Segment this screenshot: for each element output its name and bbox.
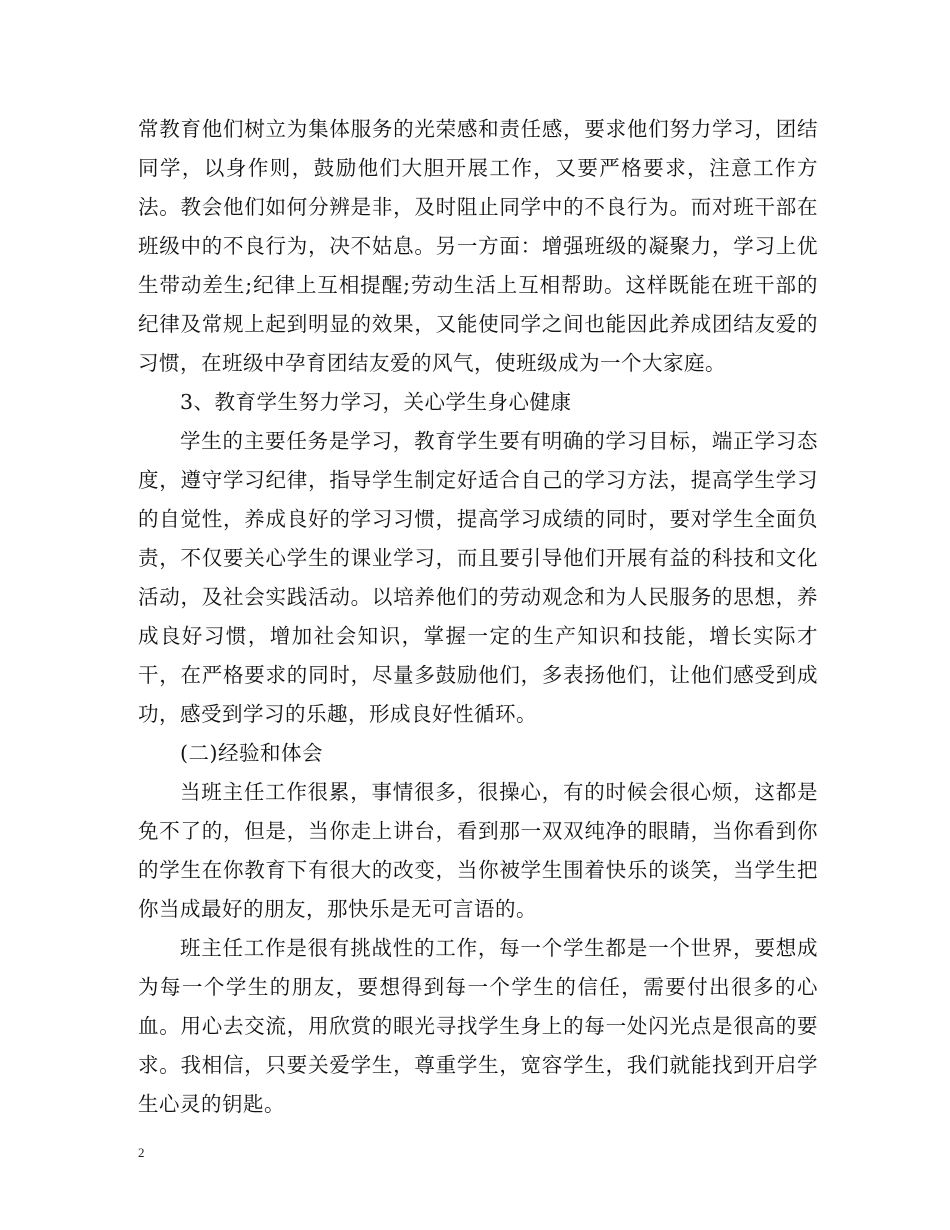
page-number: 2 [138, 1145, 145, 1160]
paragraph-experience-1: 当班主任工作很累，事情很多，很操心，有的时候会很心烦，这都是免不了的，但是，当你走上讲台，看到那一双双纯净的眼睛，当你看到你的学生在你教育下有很大的改变，当你被学生围着快乐的谈笑，当学生把你当成最好的朋友，那快乐是无可言语的。 [138, 780, 818, 921]
paragraph-experience-2: 班主任工作是很有挑战性的工作，每一个学生都是一个世界，要想成为每一个学生的朋友，要想得到每一个学生的信任，需要付出很多的心血。用心去交流，用欣赏的眼光寻找学生身上的每一处闪光点是很高的要求。我相信，只要关爱学生，尊重学生，宽容学生，我们就能找到开启学生心灵的钥匙。 [138, 936, 818, 1116]
paragraph-continuation: 常教育他们树立为集体服务的光荣感和责任感，要求他们努力学习，团结同学，以身作则，鼓励他们大胆开展工作，又要严格要求，注意工作方法。教会他们如何分辨是非，及时阻止同学中的不良行为。而对班干部在班级中的不良行为，决不姑息。另一方面：增强班级的凝聚力，学习上优生带动差生;纪律上互相提醒;劳动生活上互相帮助。这样既能在班干部的纪律及常规上起到明显的效果，又能使同学之间也能因此养成团结友爱的习惯，在班级中孕育团结友爱的风气，使班级成为一个大家庭。 [138, 117, 818, 375]
section-heading-3: 3、教育学生努力学习，关心学生身心健康 [180, 390, 572, 414]
paragraph-study: 学生的主要任务是学习，教育学生要有明确的学习目标，端正学习态度，遵守学习纪律，指导学生制定好适合自己的学习方法，提高学生学习的自觉性，养成良好的学习习惯，提高学习成绩的同时，要对学生全面负责，不仅要关心学生的课业学习，而且要引导他们开展有益的科技和文化活动，及社会实践活动。以培养他们的劳动观念和为人民服务的思想，养成良好习惯，增加社会知识，掌握一定的生产知识和技能，增长实际才干，在严格要求的同时，尽量多鼓励他们，多表扬他们，让他们感受到成功，感受到学习的乐趣，形成良好性循环。 [138, 429, 818, 726]
document-body [138, 110, 818, 1124]
section-heading-experience: (二)经验和体会 [180, 741, 323, 765]
